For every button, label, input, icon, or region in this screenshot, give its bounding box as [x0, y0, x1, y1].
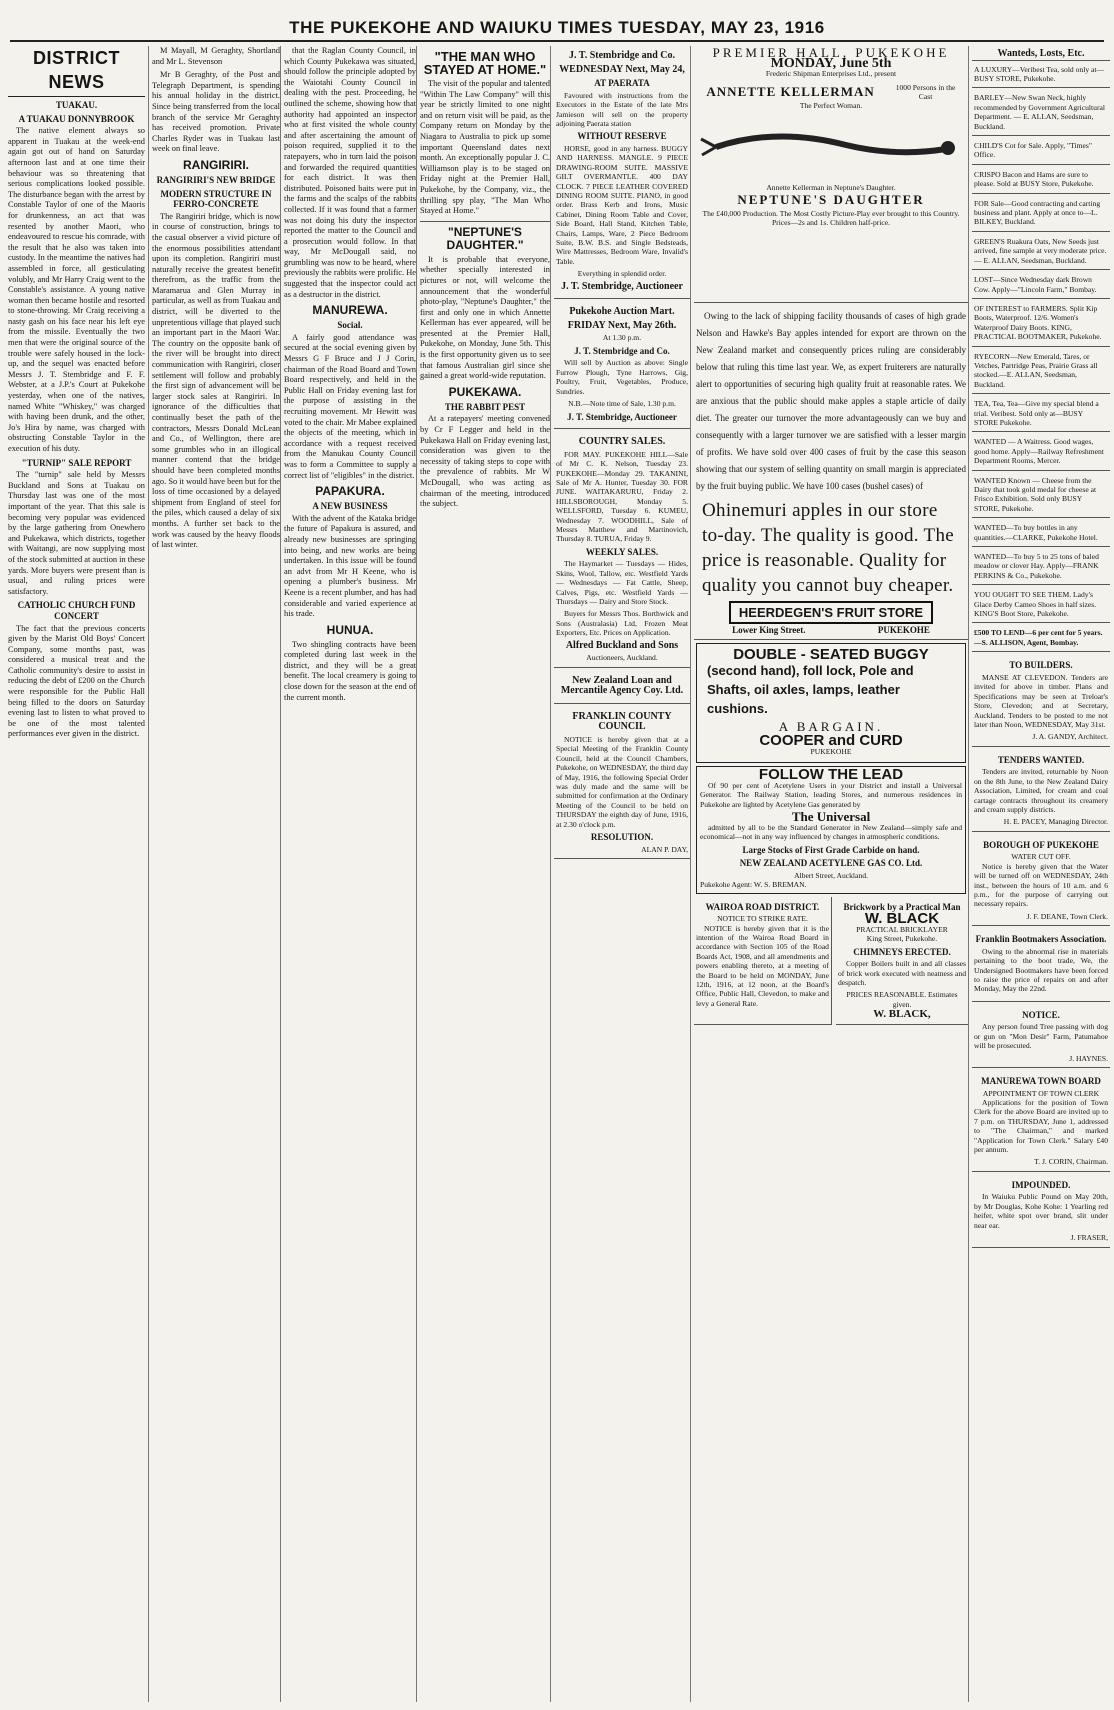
fruit-intro: Owing to the lack of shipping facility thousands of cases of high grade Nelson and Hawke's Bay apples intended for export are thrown on the New Zealand market and consequently prices ruling are considerably below that ruling this time last year. We, as expert fruiterers are naturally alert to opportunities of securing high quality fruit at reasonable rates. We are anxious that the public should make apples a staple article of daily diet. The greater our turnover the more advantageously can we buy and consequently with a larger turnover we are satisfied with a lesser margin of profits. We have sold over 400 cases of fruit by the case this season showing that our system of selling quantity on small margin is appreciated by the fruit buying public. We have 100 cases (bushel cases) of	[696, 311, 966, 491]
column-auctions	[550, 46, 690, 1702]
divider	[420, 221, 550, 222]
premier-hall: PREMIER HALL, PUKEKOHE	[712, 46, 950, 60]
mart-items: Will sell by Auction as above: Single Furrow Plough, Tyne Harrows, Gig, Poultry, Fruit, Vegetables, Produce, Sundries.	[556, 358, 688, 396]
classified-ad: FOR Sale—Good contracting and carting business and plant. Apply at once to—L. BILKEY, Buckland.	[972, 197, 1110, 232]
donnybrook-heading: A TUAKAU DONNYBROOK	[18, 113, 135, 124]
resolution-title: RESOLUTION.	[590, 832, 654, 843]
builders-title: TO BUILDERS.	[1009, 660, 1073, 671]
sale-items: HORSE, good in any harness. BUGGY AND HARNESS. MANGLE. 9 PIECE DRAWING-ROOM SUITE. MASSIVE GILT OVERMANTLE. 400 DAY CLOCK. 7 PIECE LEATHER COVERED DINING ROOM SUITE. PIANO, in good order. Brass Kerb and Irons, Music Cabinet, Dining Room Table and Cover, Side Board, Hall Stand, Kitchen Table, Chairs, Lamps, Ware, 2 Piece Bedroom Suite, B.W. B.S. and Single Bedsteads, Wire Mattresses, Bedroom Ware, Invalid's Table.	[556, 144, 688, 266]
column-three	[280, 46, 416, 1702]
social-heading: Social.	[337, 320, 363, 331]
paerata-sale-ad	[554, 46, 690, 299]
water-sign: J. F. DEANE, Town Clerk.	[1026, 911, 1108, 921]
classified-ad: RYECORN—New Emerald, Tares, or Vetches, Partridge Peas, Prairie Grass all stocked.—E. ALLAN, Seedsman, Buckland.	[972, 350, 1110, 395]
neptune-title: NEPTUNE'S DAUGHTER	[737, 192, 925, 208]
diver-illustration	[696, 117, 966, 177]
sale-note: Everything in splendid order.	[577, 269, 667, 279]
nz-acetylene: NEW ZEALAND ACETYLENE GAS CO. Ltd.	[739, 858, 923, 869]
wairoa-title: WAIROA ROAD DISTRICT.	[705, 901, 820, 912]
classified-ad: YOU OUGHT TO SEE THEM. Lady's Glace Derby Cameo Shoes in half sizes. KING'S Boot Store, Pukekohe.	[972, 588, 1110, 623]
rabbit-pest-article: At a ratepayers' meeting convened by Cr F Legger and held in the Pukekawa Hall on Friday evening last, consideration was given to the necessity of taking steps to cope with the prevalence of rabbits. Mr W McDougall, who was acting as chairman of the meeting, introduced the subject.	[420, 414, 550, 509]
man-who-stayed-article: The visit of the popular and talented "Within The Law Company" will this year be strictly limited to one night and on return visit will be paid, as the Company return on Monday by the Niagara to Australia to pick up some important Queensland dates next month. An exceptionally popular J. C. Williamson play is to be staged on Friday night at the Premier Hall, Pukekohe, by the Company, viz., the thrilling spy play, "The Man Who Stayed at Home."	[420, 79, 550, 216]
donnybrook-article: The native element always so apparent in Tuakau at the week-end again got out of hand on Saturday afternoon last and at one time their behaviour was so threatening that serious complications looked possible. The disturbance began with the arrest by Constable Taylor of one of the Maoris for drunkenness, an act that was resented by another Maori, who endeavoured to rescue his comrade, with the result that he also was taken into custody. In the meantime the natives had assembled in force, all gesticulating volubly, and Mr Harry Craig went to the Constable's assistance. A young native woman then became hostile and resorted to stone-throwing. Mr Craig receiving a nasty gash on his face near his left eye from the missile. Eventually the two men that were the original source of the trouble were safely housed in the lock-up, and the sequel was enacted before Messrs J. T. Stembridge and F. F. Webster, at a J.P.'s Court at Pukekohe yesterday, when one of the natives, named White "Whiskey," was charged with having been drunk, and the other, Jo's Hira by name, was charged with obstructing Constable Taylor in the execution of his duty.	[8, 126, 145, 453]
impounded-ad	[972, 1175, 1110, 1248]
auctioneer: J. T. Stembridge, Auctioneer	[561, 280, 683, 292]
builders-body: MANSE AT CLEVEDON. Tenders are invited for above in timber. Plans and Specifications may be seen at Treloar's Store, Clevedon; and at Secretary, Auckland. Tenders to be posted to me not later than Noon, WEDNESDAY, May 31st.	[974, 672, 1108, 729]
nz-loan-name: New Zealand Loan and Mercantile Agency Coy. Ltd.	[560, 674, 684, 697]
hunua-article: Two shingling contracts have been completed during last week in the district, and they will be a great benefit. The local creamery is going to close down for the season at the end of the current month.	[284, 639, 416, 702]
column-four	[416, 46, 550, 1702]
notice-sign: J. HAYNES.	[1069, 1053, 1108, 1063]
neptune-article: It is probable that everyone, whether specially interested in pictures or not, will welcome the announcement that the wonderful photo-play, "Neptune's Daughter," the first and only one in which Annette Kellerman has ever appeared, will be presented at the Premier Hall, Pukekohe, on Monday, June 5th. This is the first opportunity given us to see that famous Australian girl since she gained a great world-wide reputation.	[420, 254, 550, 381]
acetylene-ad	[696, 766, 966, 893]
buggy-line-3: Shafts, oil axles, lamps, leather	[707, 681, 900, 697]
heerdegen-town: PUKEKOHE	[877, 624, 930, 635]
bootmakers-body: Owing to the abnormal rise in materials pertaining to the boot trade, We, the Undersigned Bootmakers have been forced to raise the price of repairs on and after Monday, May the 22nd.	[974, 946, 1108, 994]
classified-ad: WANTED — A Waitress. Good wages, good home. Apply—Railway Refreshment Department Rooms, Mercer.	[972, 435, 1110, 470]
chimneys: CHIMNEYS ERECTED.	[853, 946, 951, 957]
without-reserve: WITHOUT RESERVE	[577, 131, 667, 142]
names-continued: M Mayall, M Geraghty, Shortland and Mr L. Stevenson	[152, 46, 280, 66]
film-date: MONDAY, June 5th	[770, 55, 892, 71]
universal-body: admitted by all to be the Standard Generator in New Zealand—simply safe and economical—not in any way influenced by changes in atmospheric conditions.	[700, 822, 962, 842]
manurewa-board-title: MANUREWA TOWN BOARD	[981, 1076, 1101, 1087]
nz-acetylene-location: Albert Street, Auckland.	[794, 870, 868, 880]
column-two	[148, 46, 280, 1702]
franklin-body: NOTICE is hereby given that at a Special Meeting of the Franklin County Council, held at the Council Chambers, Pukekohe, on WEDNESDAY, the third day of May, 1916, the following Special Order was duly made and the same will be submitted for confirmation at the Ordinary Meeting of the Council to be held on THURSDAY the eighth day of June, 1916, at 2.30 o'clock p.m.	[556, 734, 688, 829]
column-district-news	[8, 46, 145, 1702]
classified-ad: OF INTEREST to FARMERS. Split Kip Boots, Waterproof. 12/6. Women's Waterproof Dairy Boots. KING, PRACTICAL BOOTMAKER, Pukekohe.	[972, 302, 1110, 347]
borough-ad	[972, 835, 1110, 926]
pukekohe-agent: Pukekohe Agent: W. S. BREMAN.	[700, 880, 807, 890]
appoint-sign: T. J. CORIN, Chairman.	[1034, 1157, 1108, 1167]
classified-ad: CHILD'S Cot for Sale. Apply, "Times" Office.	[972, 139, 1110, 165]
cooper-curd: COOPER and CURD	[759, 732, 903, 750]
new-business-heading: A NEW BUSINESS	[312, 501, 388, 512]
black-trade: PRACTICAL BRICKLAYER	[856, 924, 948, 934]
tenders-ad	[972, 750, 1110, 832]
bricklayer-ad	[836, 897, 968, 1025]
heerdegen-street: Lower King Street.	[732, 624, 806, 635]
manurewa-board-ad	[972, 1071, 1110, 1172]
builders-ad	[972, 655, 1110, 746]
manurewa-heading: MANUREWA.	[312, 303, 388, 318]
brickwork-title: Brickwork by a Practical Man	[843, 901, 961, 912]
bootmakers-title: Franklin Bootmakers Association.	[975, 934, 1107, 945]
cooper-location: PUKEKOHE	[810, 746, 852, 756]
buggy-title: DOUBLE - SEATED BUGGY	[733, 646, 929, 664]
notice-title: NOTICE.	[1022, 1009, 1060, 1020]
classified-ad: A LUXURY—Veribest Tea, sold only at—BUSY STORE, Pukekohe.	[972, 63, 1110, 89]
auction-mart-ad	[554, 302, 690, 429]
buckland-name: Alfred Buckland and Sons	[565, 639, 679, 651]
buckland-sub: Auctioneers, Auckland.	[586, 653, 658, 663]
builders-sign: J. A. GANDY, Architect.	[1032, 732, 1108, 742]
pukekawa-heading: PUKEKAWA.	[448, 384, 522, 399]
bootmakers-ad	[972, 929, 1110, 1002]
mart-auctioneer: J. T. Stembridge, Auctioneer	[567, 411, 677, 422]
country-sales-title: COUNTRY SALES.	[578, 436, 666, 448]
borough-title: BOROUGH OF PUKEKOHE	[983, 839, 1099, 850]
tenders-title: TENDERS WANTED.	[997, 754, 1085, 765]
buggy-ad	[696, 643, 966, 763]
sale-intro: Favoured with instructions from the Executors in the Estate of the late Mrs Jamieson will sell on the property adjoining Paerata station	[556, 90, 688, 128]
bottom-ads-row	[694, 897, 968, 1028]
column-wide-ads	[690, 46, 968, 1702]
classified-ad: GREEN'S Ruakura Oats, New Seeds just arrived, fine sample at very moderate price. — E. ALLAN, Seedsman, Buckland.	[972, 235, 1110, 270]
follow-body: Of 90 per cent of Acetylene Users in your District and install a Universal Generator. The Railway Station, leading Stores, and numerous residences in Pukekohe are lighted by Acetylene Gas generated by	[700, 780, 962, 809]
man-who-stayed-heading: "THE MAN WHO STAYED AT HOME."	[423, 49, 547, 77]
cast-size: 1000 Persons in the Cast	[895, 82, 956, 101]
sale-date: WEDNESDAY Next, May 24,	[559, 63, 685, 75]
notice-body: Any person found Tree passing with dog or gun on "Mon Desir" Farm, Patumahoe will be prosecuted.	[974, 1022, 1108, 1051]
rabbit-article-continued: that the Raglan County Council, in which County Pukekawa was situated, should follow the principle adopted by the Waiotahi County Council in dealing with the pest. Proceeding, he outlined the scheme, showing how that authority had appointed an inspector who at first visited the whole county and after ascertaining the amount of poison required, supplied it to the ratepayers, who in turn laid the poison and forwarded the required quantities for each district. It was then distributed. Poisoned baits were put in the farms and the scalps of the rabbits collected. If it was found that a farmer was not doing his duty the inspector reported the matter to the Council and a prosecution would follow. In that way, Mr McDougall said, no grumbling was now to be heard, where previously the rabbits were prolific. He suggested that the inspector could act as a destructor in the district.	[284, 46, 416, 299]
perfect-woman: The Perfect Woman.	[799, 101, 863, 111]
mart-date: FRIDAY Next, May 26th.	[567, 319, 677, 331]
country-sales-ad	[554, 432, 690, 668]
water-cut: WATER CUT OFF.	[1011, 852, 1071, 862]
follow-lead: FOLLOW THE LEAD	[758, 766, 904, 784]
buyers-note: Buyers for Messrs Thos. Borthwick and Sons (Australasia) Ltd, Frozen Meat Exporters, Etc. Prices on Application.	[556, 609, 688, 638]
annette-name: ANNETTE KELLERMAN	[706, 83, 875, 99]
black-body: Copper Boilers built in and all classes of brick work executed with neatness and despatch.	[837, 959, 966, 987]
classified-ad: TEA, Tea, Tea—Give my special blend a trial. Veribest. Sold only at—BUSY STORE Pukekohe.	[972, 397, 1110, 432]
notice-ad	[972, 1005, 1110, 1068]
fruit-store-ad	[694, 306, 968, 640]
classified-ad: BARLEY—New Swan Neck, highly recommended by Government Agricultural Department. — E. ALLAN, Seedsman, Buckland.	[972, 91, 1110, 136]
impounded-body: In Waiuku Public Pound on May 20th, by Mr Douglas, Kohe Kohe: 1 Yearling red heifer, white spot over brand, slit under near ear.	[974, 1192, 1108, 1230]
sale-place: AT PAERATA	[594, 78, 650, 89]
film-presenter: Frederic Shipman Enterprises Ltd., present	[765, 69, 897, 79]
rangiriri-heading: RANGIRIRI.	[183, 157, 249, 172]
weekly-sales-title: WEEKLY SALES.	[585, 546, 659, 557]
classified-ad: WANTED Known — Cheese from the Dairy that took gold medal for cheese at Frisco Exhibition. Sold only BUSY STORE, Pukekohe.	[972, 474, 1110, 519]
film-caption: Annette Kellerman in Neptune's Daughter.	[766, 182, 896, 192]
wanteds-title: Wanteds, Losts, Etc.	[972, 49, 1110, 61]
neptune-heading: "NEPTUNE'S DAUGHTER."	[446, 224, 524, 252]
wairoa-ad	[694, 897, 832, 1025]
appoint-body: Applications for the position of Town Clerk for the above Board are invited up to 7 p.m. on THURSDAY, June 1, addressed to "The Chairman," and marked "Application for Town Clerk." Salary £40 per annum.	[974, 1098, 1108, 1155]
manurewa-article: A fairly good attendance was secured at the social evening given by Messrs G F Bruce and J J Corin, chairman of the Road Board and Town Board respectively, and held in the Public Hall on Friday evening last for the purpose of assisting in the recruiting movement. Mr Hewitt was voted to the chair. Mr Mabee explained the objects of the meeting, which in accordance with a request received from the Manukau County Council was to form a Committee to supply a correct list of "eligibles" in the district.	[284, 332, 416, 480]
water-body: Notice is hereby given that the Water will be turned off on WEDNESDAY, 24th inst., between the hours of 10 a.m. and 6 p.m., for the purpose of carrying out necessary repairs.	[974, 861, 1108, 909]
papakura-article: With the advent of the Kataka bridge the future of Papakura is assured, and already new businesses are springing into being, and new works are being undertaken. In this issue will be found an advt from Mr H Keene, who is opening a plumber's business. Mr Keene is a recent plumber, and has had considerable and varied experience at his trade.	[284, 513, 416, 619]
nz-loan-ad	[554, 671, 690, 704]
buggy-line-4: cushions.	[707, 700, 768, 716]
impounded-sign: J. FRASER,	[1070, 1233, 1108, 1243]
neptune-film-ad	[694, 46, 968, 303]
heerdegen-name: HEERDEGEN'S FRUIT STORE	[729, 601, 933, 624]
ferro-concrete-heading: MODERN STRUCTURE IN FERRO-CONCRETE	[160, 188, 272, 210]
district-news-heading: DISTRICT NEWS	[8, 46, 145, 97]
universal-title: The Universal	[791, 809, 871, 825]
geraghty-article: Mr B Geraghty, of the Post and Telegraph Department, is spending his annual holiday in the district. Since being transferred from the local branch of the service Mr Geraghty has received promotion. Private Charles Ryder was in Tuakau last week on final leave.	[152, 70, 280, 154]
production-info: The £40,000 Production. The Most Costly Picture-Play ever brought to this Country. Prices—2s and 1s. Children half-price.	[702, 208, 960, 228]
column-wanteds	[968, 46, 1110, 1702]
country-sales-list: FOR MAY. PUKEKOHE HILL—Sale of Mr C. K. Nelson, Tuesday 23. PUKEKOHE—Monday 29. TAKANINI, Sale of Mr A. Hunter, Tuesday 30. FOR JUNE. WAITAKARURU, Friday 2. HILLSBOROUGH, Monday 5. WELLSFORD, Tuesday 6. KUMEU, Wednesday 7. WOODHILL, Sale of Messrs Matthew and Martinovich, Thursday 8. TURUA, Friday 9.	[556, 449, 688, 544]
fruit-headline: Ohinemuri apples in our store to-day. The quality is good. The price is reasonable. Quality for quality you cannot buy cheaper.	[702, 500, 954, 596]
rabbit-pest-heading: THE RABBIT PEST	[444, 401, 526, 412]
appoint-title: APPOINTMENT OF TOWN CLERK	[982, 1088, 1100, 1098]
mart-firm: J. T. Stembridge and Co.	[574, 345, 670, 356]
bargain: A BARGAIN.	[778, 718, 884, 734]
papakura-heading: PAPAKURA.	[315, 484, 385, 499]
tuakau-heading: TUAKAU.	[55, 100, 98, 110]
tenders-body: Tenders are invited, returnable by Noon on the 8th June, to the New Zealand Dairy Association, Limited, for cream and coal cartage contracts throughout its creamery and cream supply districts.	[974, 767, 1108, 814]
impounded-title: IMPOUNDED.	[1011, 1179, 1071, 1190]
bridge-article: The Rangiriri bridge, which is now in course of construction, brings to the casual observer a vivid picture of the enormous possibilities attendant upon its completion. Rangiriri must naturally receive the greatest benefit therefrom, as the traffic from the Maramarua and Glen Murray in particular, as well as from Tuakau and district, will be diverted to the unpretentious village that played such an important part in the Maori War. The country on the opposite bank of the river will be brought into direct communication with Rangiriri, closer settlement will follow and probably the first sign of advancement will be larger stock sales at Rangiriri. In ignorance of the difficulties that continually beset the path of the contractors, Messrs Donald McLean and Co., of Wellington, there are some grumbles who in an illogical manner contend that the bridge should have been completed months ago. So it would have been but for the loss of time occasioned by a delayed shipment from England of steel for the piles, which caused a delay of six months. A further set back to the work was caused by the heavy floods of last winter.	[152, 211, 280, 550]
mart-note: N.B.—Note time of Sale, 1.30 p.m.	[568, 399, 676, 409]
wairoa-body: NOTICE is hereby given that it is the intention of the Wairoa Road Board in accordance with Section 105 of the Road Boards Act, 1908, and all amendments and powers enabling thereto, at a meeting of the Board to be held on MONDAY, June 12th, 1916, at 12 noon, at the Board's Office, Public Hall, Clevedon, to make and levy a General Rate.	[696, 923, 829, 1008]
black-sign: W. BLACK,	[873, 1008, 931, 1021]
turnip-sale-heading: "TURNIP" SALE REPORT	[21, 457, 132, 468]
strike-rate: NOTICE TO STRIKE RATE.	[717, 914, 808, 924]
black-name: W. BLACK	[864, 910, 940, 928]
mart-time: At 1.30 p.m.	[602, 333, 642, 343]
franklin-council-ad	[554, 707, 690, 859]
black-location: King Street, Pukekohe.	[866, 934, 938, 944]
catholic-concert-heading: CATHOLIC CHURCH FUND CONCERT	[17, 600, 136, 621]
bridge-heading: RANGIRIRI'S NEW BRIDGE	[156, 174, 276, 185]
buggy-line-2: (second hand), foll lock, Pole and	[707, 662, 914, 678]
tenders-sign: H. E. PACEY, Managing Director.	[1003, 817, 1108, 827]
masthead: THE PUKEKOHE AND WAIUKU TIMES TUESDAY, MAY 23, 1916	[10, 16, 1104, 42]
classified-ad: LOST—Since Wednesday dark Brown Cow. Apply—"Lincoln Farm," Bombay.	[972, 273, 1110, 299]
classified-ad: CRISPO Bacon and Hams are sure to please. Sold at BUSY Store, Pukekohe.	[972, 168, 1110, 194]
classified-ad: WANTED—To buy 5 to 25 tons of baled meadow or clover Hay. Apply—FRANK PERKINS & Co., Pukekohe.	[972, 550, 1110, 585]
loan-ad: £500 TO LEND—6 per cent for 5 years.—S. ALLISON, Agent, Bombay.	[972, 626, 1110, 652]
franklin-title: FRANKLIN COUNTY COUNCIL	[572, 710, 672, 733]
carbide-note: Large Stocks of First Grade Carbide on hand.	[742, 844, 920, 855]
turnip-sale-article: The "turnip" sale held by Messrs Buckland and Sons at Tuakau on Thursday last was one of the most important of the year. That this sale is becoming very popular was evidenced by the large gathering from Onewhero and Pukekawa, which districts, together with Waitangi, are now supplying most of the stock submitted at auction in these yards. More buyers were present than is usual, and ruling prices were satisfactory.	[8, 470, 145, 596]
classified-ad: WANTED—To buy bottles in any quantities.—CLARKE, Pukekohe Hotel.	[972, 521, 1110, 547]
firm-name: J. T. Stembridge and Co.	[568, 50, 676, 61]
hunua-heading: HUNUA.	[326, 622, 374, 637]
franklin-signer: ALAN P. DAY,	[641, 844, 688, 854]
black-prices: PRICES REASONABLE. Estimates given.	[846, 990, 958, 1009]
diver-icon	[696, 117, 966, 177]
catholic-concert-article: The fact that the previous concerts given by the Marist Old Boys' Concert Company, some months past, was considered a musical treat and the Catholic community's desire to assist in reducing the debt of £200 on the Church were responsible for the Public Hall being filled to the doors on Saturday evening last to listen to what proved to be one of the most talented performances ever given in the district.	[8, 623, 145, 739]
mart-title: Pukekohe Auction Mart.	[569, 306, 675, 318]
weekly-sales-list: The Haymarket — Tuesdays — Hides, Skins, Wool, Tallow, etc. Westfield Yards — Wednesdays — Fat Cattle, Sheep, Calves, Pigs, etc. Westfield Yards — Thursdays — Dairy and Store Stock.	[556, 559, 688, 606]
